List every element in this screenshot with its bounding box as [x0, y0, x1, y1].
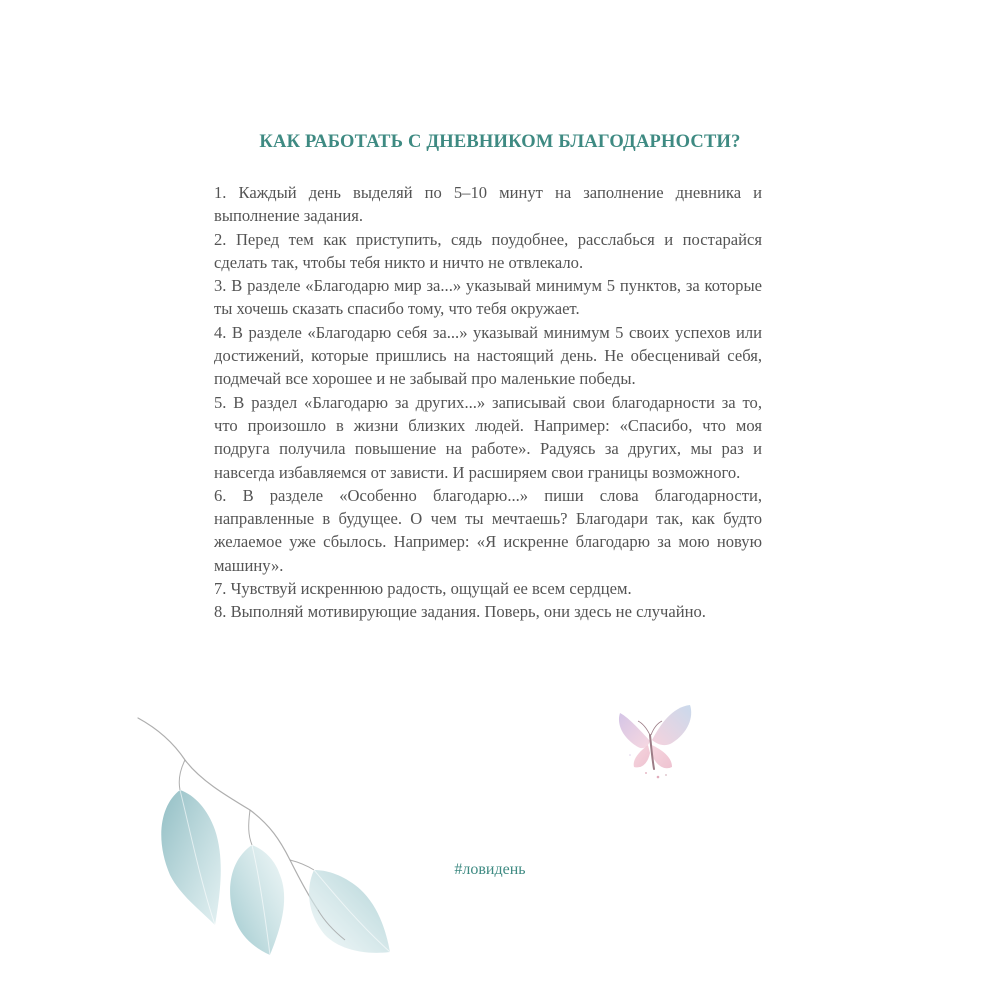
instruction-item: 1. Каждый день выделяй по 5–10 минут на заполнение дневника и выполнение задания.: [214, 183, 762, 226]
instruction-item: 3. В разделе «Благодарю мир за...» указывай минимум 5 пунктов, за которые ты хочешь сказать спасибо тому, что тебя окружает.: [214, 276, 762, 319]
instruction-item: 7. Чувствуй искреннюю радость, ощущай ее всем сердцем.: [214, 579, 632, 599]
page-title: КАК РАБОТАТЬ С ДНЕВНИКОМ БЛАГОДАРНОСТИ?: [259, 132, 741, 152]
instruction-item: 8. Выполняй мотивирующие задания. Поверь, они здесь не случайно.: [214, 602, 706, 622]
instructions-list: [214, 181, 762, 624]
instruction-item: 5. В раздел «Благодарю за других...» записывай свои благодарности за то, что произошло в жизни близких людей. Например: «Спасибо, что моя подруга получила повышение на работе». Радуясь за других, мы раз и навсегда избавляемся от зависти. И расширяем свои границы возможного.: [214, 392, 762, 482]
hashtag: #ловидень: [454, 861, 526, 878]
instruction-item: 4. В разделе «Благодарю себя за...» указывай минимум 5 своих успехов или достижений, которые пришлись на настоящий день. Не обесценивай себя, подмечай все хорошее и не забывай про маленькие победы.: [214, 322, 762, 389]
instruction-item: 2. Перед тем как приступить, сядь поудобнее, расслабься и постарайся сделать так, чтобы тебя никто и ничто не отвлекало.: [214, 229, 762, 272]
instruction-item: 6. В разделе «Особенно благодарю...» пиши слова благодарности, направленные в будущее. О чем ты мечтаешь? Благодари так, как будто желаемое уже сбылось. Например: «Я искренне благодарю за мою новую машину».: [214, 485, 762, 575]
watercolor-butterfly-icon: [610, 695, 700, 785]
watercolor-leaves-icon: [130, 710, 430, 960]
